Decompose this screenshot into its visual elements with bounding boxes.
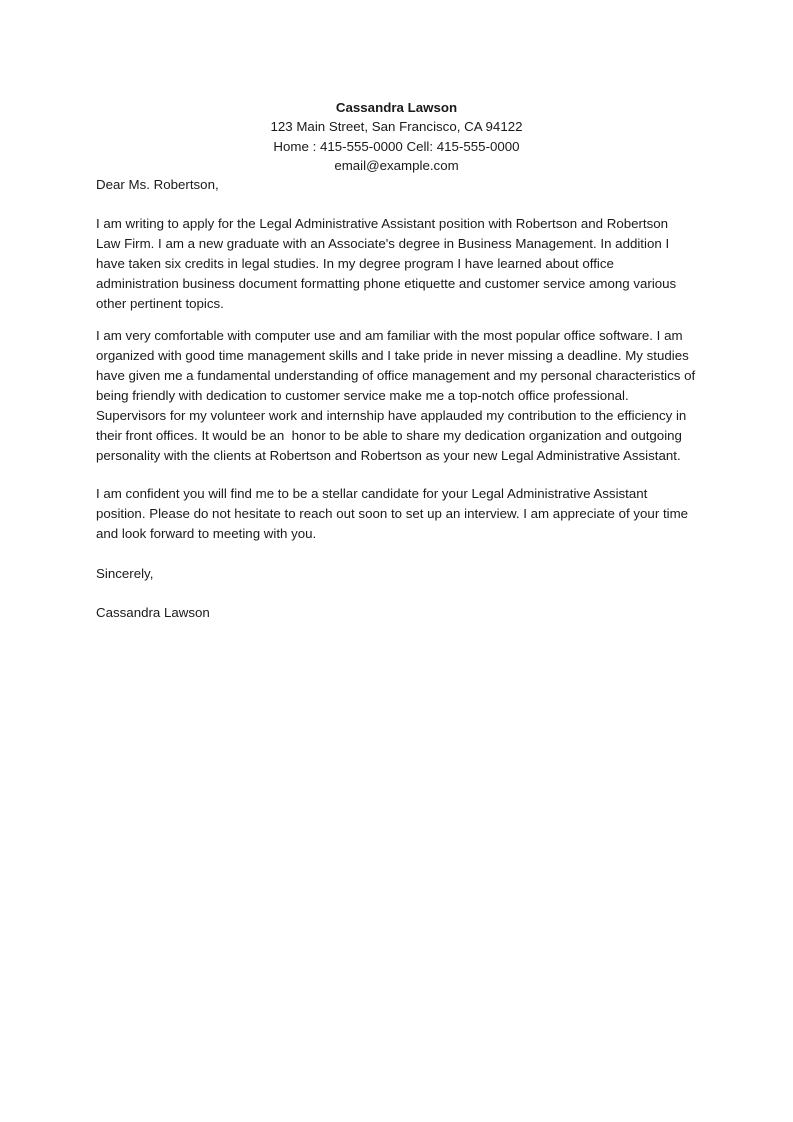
letter-body xyxy=(96,175,696,623)
paragraph-line: being friendly with dedication to customer service make me a top-notch office professional. xyxy=(96,388,629,403)
paragraph-line: position. Please do not hesitate to reach out soon to set up an interview. I am appreciate of your time xyxy=(96,506,689,521)
paragraph-line: have given me a fundamental understanding of office management and my personal characteristics of xyxy=(96,368,696,383)
signature: Cassandra Lawson xyxy=(96,605,210,620)
sender-name: Cassandra Lawson xyxy=(335,100,458,115)
sender-phones: Home : 415-555-0000 Cell: 415-555-0000 xyxy=(273,138,520,154)
paragraph-line: Law Firm. I am a new graduate with an Associate's degree in Business Management. In addition I xyxy=(96,236,670,251)
paragraph-line: I am confident you will find me to be a stellar candidate for your Legal Administrative Assistant xyxy=(96,486,648,501)
paragraph-line: their front offices. It would be an honor to be able to share my dedication organization and outgoing xyxy=(96,428,682,443)
paragraph-line: have taken six credits in legal studies. In my degree program I have learned about office xyxy=(96,256,614,271)
paragraph-line: other pertinent topics. xyxy=(96,296,224,311)
salutation: Dear Ms. Robertson, xyxy=(96,177,219,192)
sender-email: email@example.com xyxy=(334,157,459,173)
paragraph-line: personality with the clients at Robertson and Robertson as your new Legal Administrative Assistant. xyxy=(96,448,681,463)
closing: Sincerely, xyxy=(96,566,154,581)
paragraph-line: organized with good time management skills and I take pride in never missing a deadline. My studies xyxy=(96,348,689,363)
paragraph-2 xyxy=(96,326,696,466)
paragraph-line: I am very comfortable with computer use and am familiar with the most popular office software. I am xyxy=(96,328,683,343)
paragraph-1 xyxy=(96,214,696,314)
paragraph-line: Supervisors for my volunteer work and internship have applauded my contribution to the efficiency in xyxy=(96,408,687,423)
paragraph-3 xyxy=(96,484,696,544)
sender-address: 123 Main Street, San Francisco, CA 94122 xyxy=(270,119,523,135)
paragraph-line: and look forward to meeting with you. xyxy=(96,526,317,541)
paragraph-line: I am writing to apply for the Legal Administrative Assistant position with Robertson and Robertson xyxy=(96,216,669,231)
paragraph-line: administration business document formatting phone etiquette and customer service among various xyxy=(96,276,677,291)
letter-header xyxy=(0,98,793,175)
